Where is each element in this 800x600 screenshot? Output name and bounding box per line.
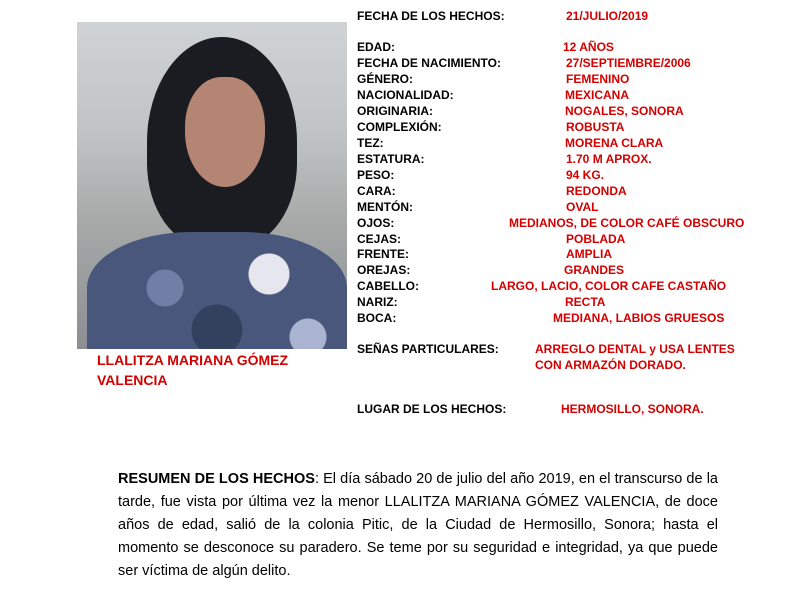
resumen-heading: RESUMEN DE LOS HECHOS — [118, 471, 315, 487]
value-originaria: NOGALES, SONORA — [565, 104, 684, 118]
value-cejas: POBLADA — [566, 232, 626, 246]
label-tez: TEZ: — [357, 136, 384, 150]
person-name — [97, 350, 347, 390]
value-senas-line2: CON ARMAZÓN DORADO. — [535, 358, 686, 372]
value-estatura: 1.70 M APROX. — [566, 152, 652, 166]
label-estatura: ESTATURA: — [357, 152, 425, 166]
value-boca: MEDIANA, LABIOS GRUESOS — [553, 311, 725, 325]
value-edad: 12 AÑOS — [563, 40, 614, 54]
value-fecha-hechos: 21/JULIO/2019 — [566, 9, 649, 23]
label-cabello: CABELLO: — [357, 279, 419, 293]
missing-person-photo — [77, 22, 347, 349]
label-complexion: COMPLEXIÓN: — [357, 120, 442, 134]
person-name-line1: LLALITZA MARIANA GÓMEZ — [97, 352, 289, 368]
value-tez: MORENA CLARA — [565, 136, 664, 150]
label-ojos: OJOS: — [357, 216, 395, 230]
photo-face — [185, 77, 265, 187]
value-cara: REDONDA — [566, 184, 627, 198]
value-nariz: RECTA — [565, 295, 606, 309]
value-menton: OVAL — [566, 200, 599, 214]
label-cara: CARA: — [357, 184, 396, 198]
value-ojos: MEDIANOS, DE COLOR CAFÉ OBSCURO — [509, 216, 745, 230]
label-orejas: OREJAS: — [357, 263, 411, 277]
value-senas-line1: ARREGLO DENTAL y USA LENTES — [535, 342, 735, 356]
label-originaria: ORIGINARIA: — [357, 104, 433, 118]
label-edad: EDAD: — [357, 40, 395, 54]
photo-shirt — [87, 232, 347, 349]
value-orejas: GRANDES — [564, 263, 625, 277]
value-lugar-hechos: HERMOSILLO, SONORA. — [561, 402, 704, 416]
person-name-line2: VALENCIA — [97, 372, 168, 388]
label-lugar-hechos: LUGAR DE LOS HECHOS: — [357, 402, 507, 416]
label-menton: MENTÓN: — [357, 200, 413, 214]
label-nacionalidad: NACIONALIDAD: — [357, 88, 454, 102]
value-cabello: LARGO, LACIO, COLOR CAFE CASTAÑO — [491, 279, 727, 293]
value-peso: 94 KG. — [566, 168, 605, 182]
label-nariz: NARIZ: — [357, 295, 398, 309]
label-peso: PESO: — [357, 168, 395, 182]
value-complexion: ROBUSTA — [566, 120, 625, 134]
label-cejas: CEJAS: — [357, 232, 402, 246]
resumen-paragraph — [118, 468, 718, 583]
label-fecha-nacimiento: FECHA DE NACIMIENTO: — [357, 56, 501, 70]
value-genero: FEMENINO — [566, 72, 630, 86]
value-nacionalidad: MEXICANA — [565, 88, 630, 102]
label-frente: FRENTE: — [357, 247, 409, 261]
label-senas-particulares: SEÑAS PARTICULARES: — [357, 342, 499, 356]
label-fecha-hechos: FECHA DE LOS HECHOS: — [357, 9, 505, 23]
value-fecha-nacimiento: 27/SEPTIEMBRE/2006 — [566, 56, 691, 70]
label-boca: BOCA: — [357, 311, 397, 325]
value-frente: AMPLIA — [566, 247, 612, 261]
label-genero: GÉNERO: — [357, 72, 414, 86]
resumen-text: : El día sábado 20 de julio del año 2019, en el transcurso de la tarde, fue vista por última vez la menor LLALITZA MARIANA GÓMEZ VALENCIA, de doce años de edad, salió de la colonia Pitic, de la Ciudad de Hermosillo, Sonora; hasta el momento se desconoce su paradero. Se teme por su seguridad e integridad, ya que puede ser víctima de algún delito. — [118, 471, 718, 579]
